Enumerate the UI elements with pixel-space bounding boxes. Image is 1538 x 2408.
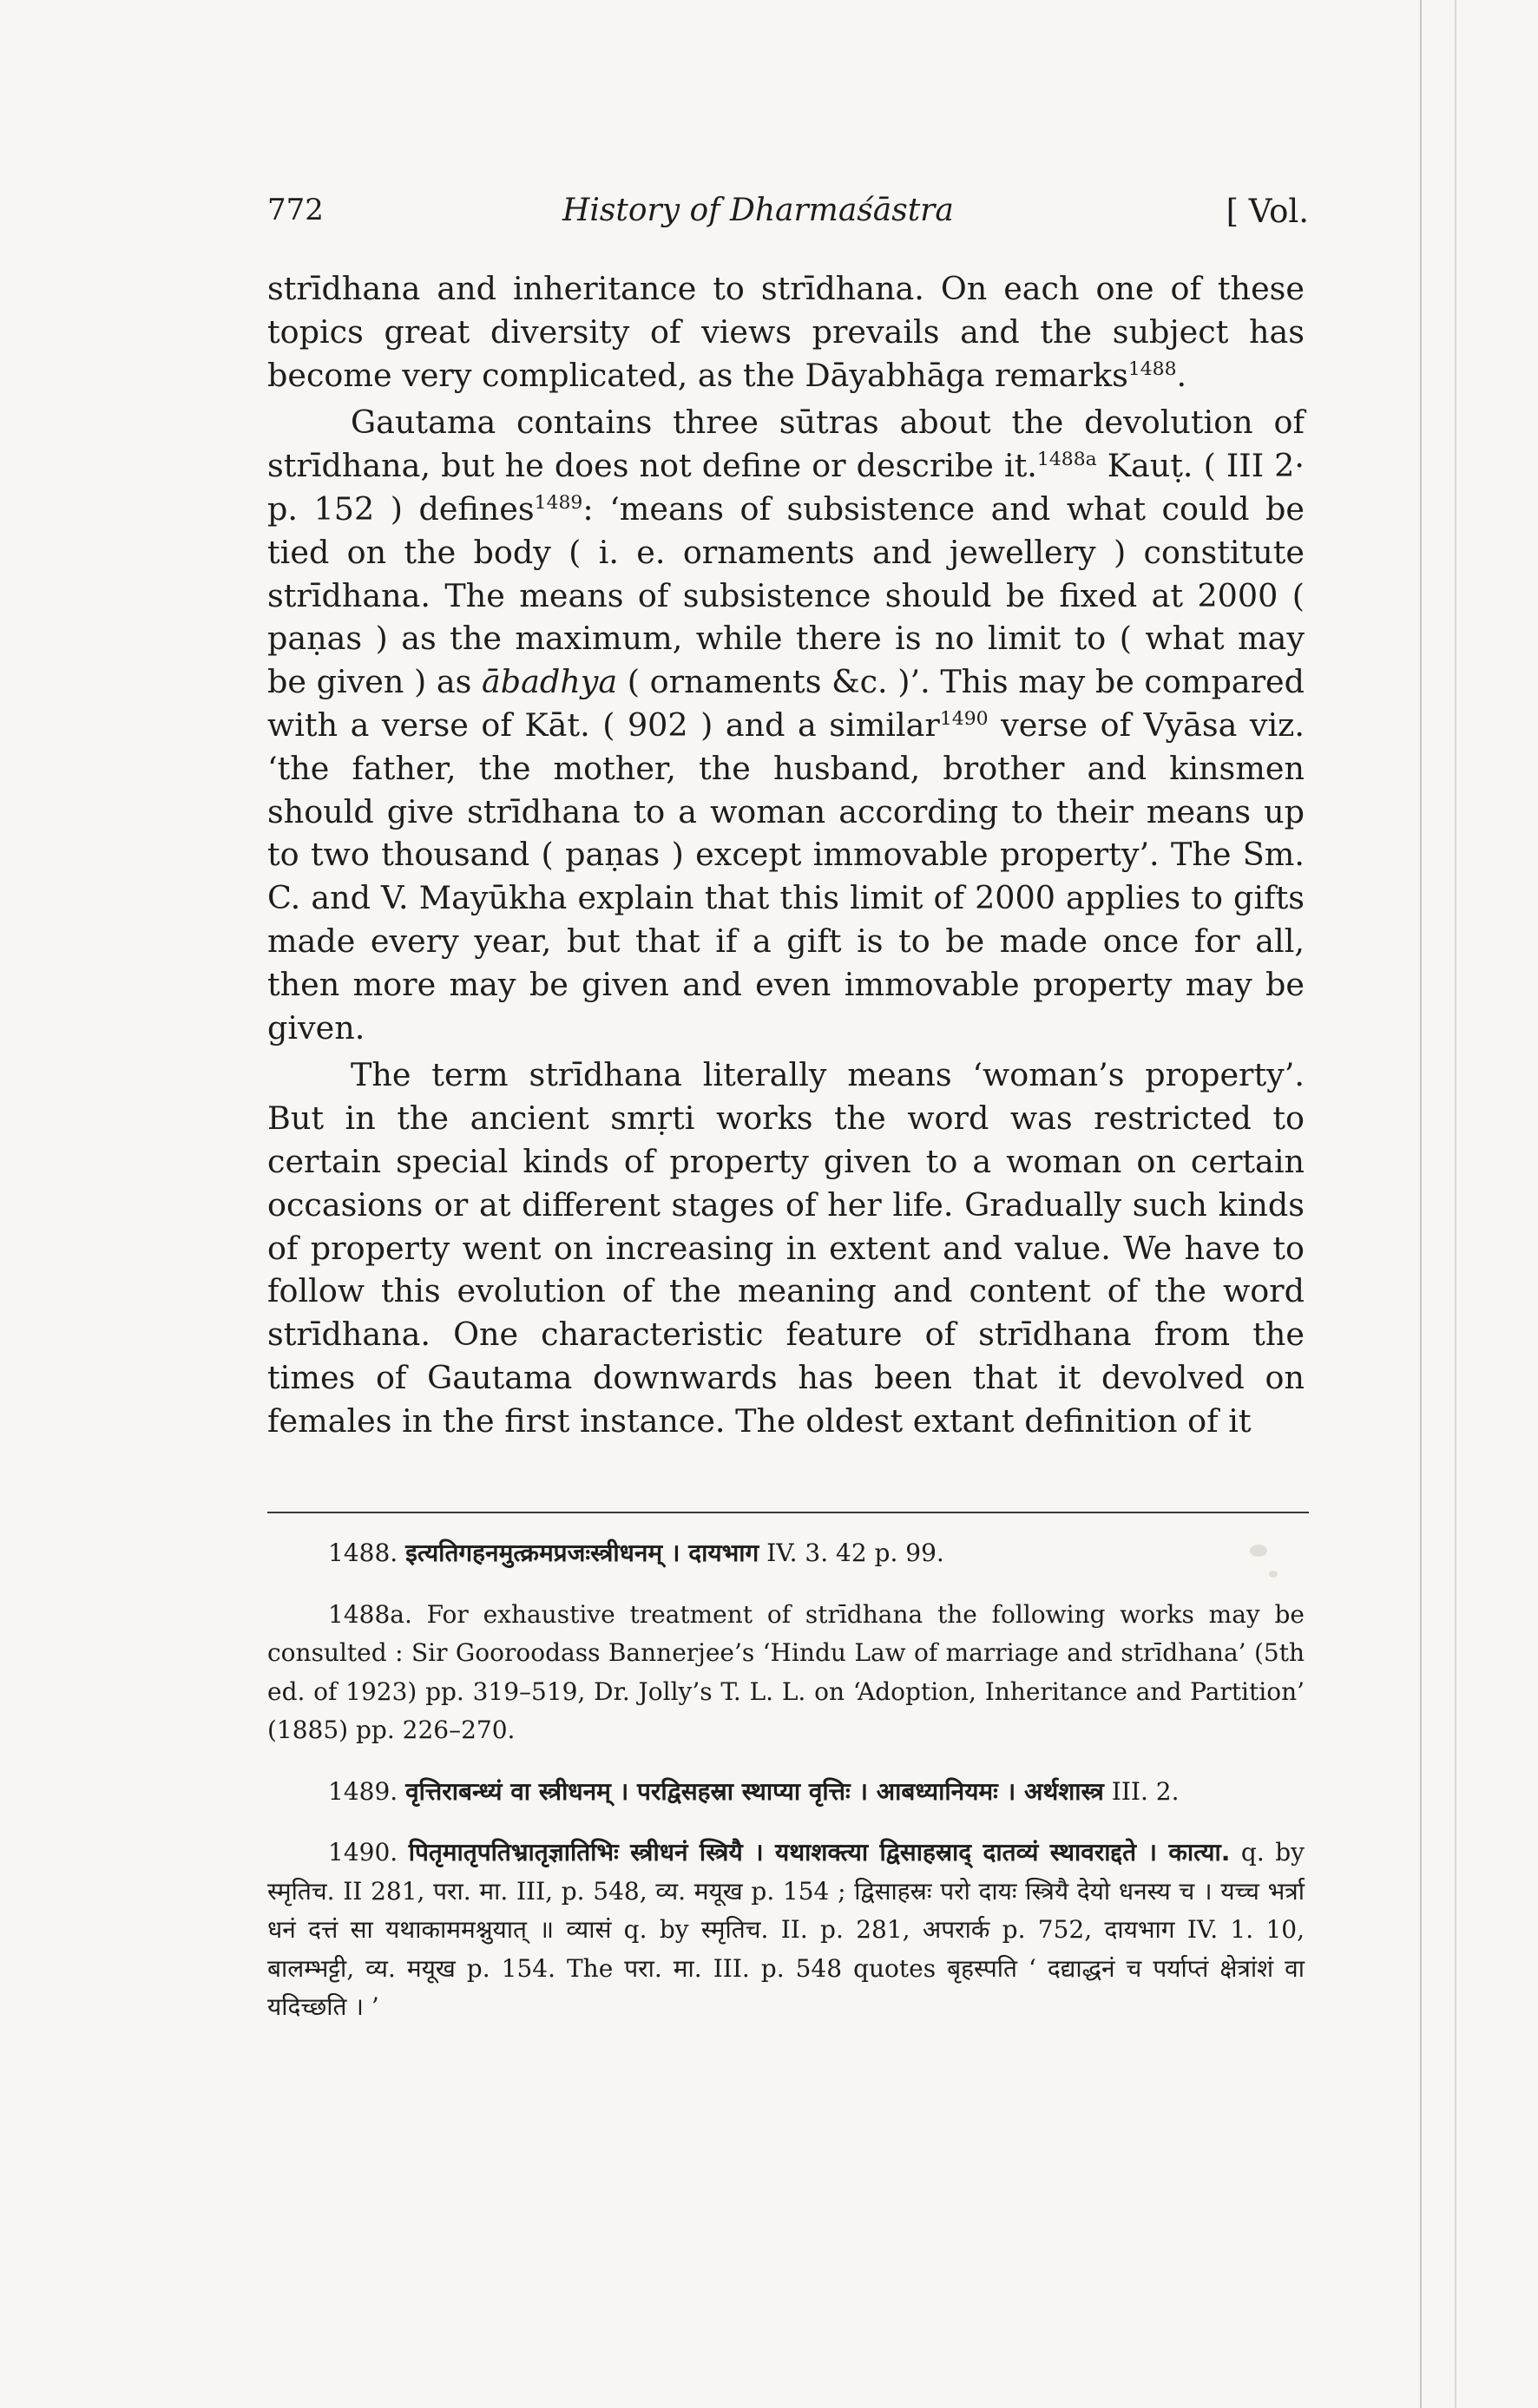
footnote-1488: 1488. इत्यतिगहनमुत्क्रमप्रजःस्त्रीधनम् । दायभाग IV. 3. 42 p. 99. <box>328 1539 944 1567</box>
paragraph-3: The term strīdhana literally means ‘woman’s property’. But in the ancient smṛti works the word was restricted to certain special kinds of property given to a woman on certain occasions or at different stages of her life. Gradually such kinds of property went on increasing in extent and value. We have to follow this evolution of the meaning and content of the word strīdhana. One characteristic feature of strīdhana from the times of Gautama downwards has been that it devolved on females in the first instance. The oldest extant definition of it <box>267 1056 1305 1440</box>
right-margin-line <box>1420 0 1422 2408</box>
paragraph-2: Gautama contains three sūtras about the devolution of strīdhana, but he does not define or describe it.$^{1488a}$ Kauṭ. ( III 2· p. 152 ) defines$^{1489}$: ‘means of subsistence and what could be tied on the body ( i. e. ornaments and jewellery ) constitute strīdhana. The means of subsistence should be fixed at 2000 ( paṇas ) as the maximum, while there is no limit to ( what may be given ) as ābadhya ( ornaments &c. )’. This may be compared with a verse of Kāt. ( 902 ) and a similar$^{1490}$ verse of Vyāsa viz. ‘the father, the mother, the husband, brother and kinsmen should give strīdhana to a woman according to their means up to two thousand ( paṇas ) except immovable property’. The Sm. C. and V. Mayūkha explain that this limit of 2000 applies to gifts made every year, but that if a gift is to be made once for all, then more may be given and even immovable property may be given. <box>267 404 1305 1047</box>
footnote-ref-1489: 1489 <box>534 491 583 514</box>
footnote-rule <box>267 1512 1309 1513</box>
scan-speck <box>1250 1545 1267 1557</box>
running-title: History of Dharmaśāstra <box>562 193 954 228</box>
volume-label: [ Vol. <box>1226 193 1309 230</box>
running-header <box>267 193 1309 245</box>
page-number: 772 <box>267 193 324 227</box>
footnote-1488a: 1488a. For exhaustive treatment of strīdhana the following works may be consulted : Sir Gooroodass Bannerjee’s ‘Hindu Law of marriage and strīdhana’ (5th ed. of 1923) pp. 319–519, Dr. Jolly’s T. L. L. on ‘Adoption, Inheritance and Partition’ (1885) pp. 226–270. <box>267 1599 1305 1744</box>
right-margin-line-2 <box>1455 0 1456 2408</box>
italic-term: ābadhya <box>481 663 618 701</box>
footnote-1489: 1489. वृत्तिराबन्ध्यं वा स्त्रीधनम् । परद्विसहस्रा स्थाप्या वृत्तिः । आबध्यानियमः । अर्थशास्त्र III. 2. <box>328 1776 1180 1806</box>
main-text <box>267 267 1305 1443</box>
footnote-ref-1488a: 1488a <box>1036 449 1097 471</box>
paragraph-1: strīdhana and inheritance to strīdhana. On each one of these topics great diversity of views prevails and the subject has become very complicated, as the Dāyabhāga remarks$^{1488}$. <box>267 270 1305 394</box>
footnote-ref-1490: 1490 <box>939 707 989 730</box>
footnote-ref-1488: 1488 <box>1127 358 1177 380</box>
footnote-1490: 1490. पितृमातृपतिभ्रातृज्ञातिभिः स्त्रीधनं स्त्रियै । यथाशक्त्या द्विसाहस्राद् दातव्यं स्थावराद्दते । कात्या. q. by स्मृतिच. II 281, परा. मा. III, p. 548, व्य. मयूख p. 154 ; द्विसाहस्रः परो दायः स्त्रियै देयो धनस्य च । यच्च भर्त्रा धनं दत्तं सा यथाकाममश्नुयात् ॥ व्यासं q. by स्मृतिच. II. p. 281, अपरार्क p. 752, दायभाग IV. 1. 10, बालम्भट्टी, व्य. मयूख p. 154. The परा. मा. III. p. 548 quotes बृहस्पति ‘ दद्याद्धनं च पर्याप्तं क्षेत्रांशं वा यदिच्छति । ’ <box>267 1838 1305 2021</box>
scan-speck <box>1269 1571 1278 1578</box>
footnotes <box>267 1534 1305 2050</box>
